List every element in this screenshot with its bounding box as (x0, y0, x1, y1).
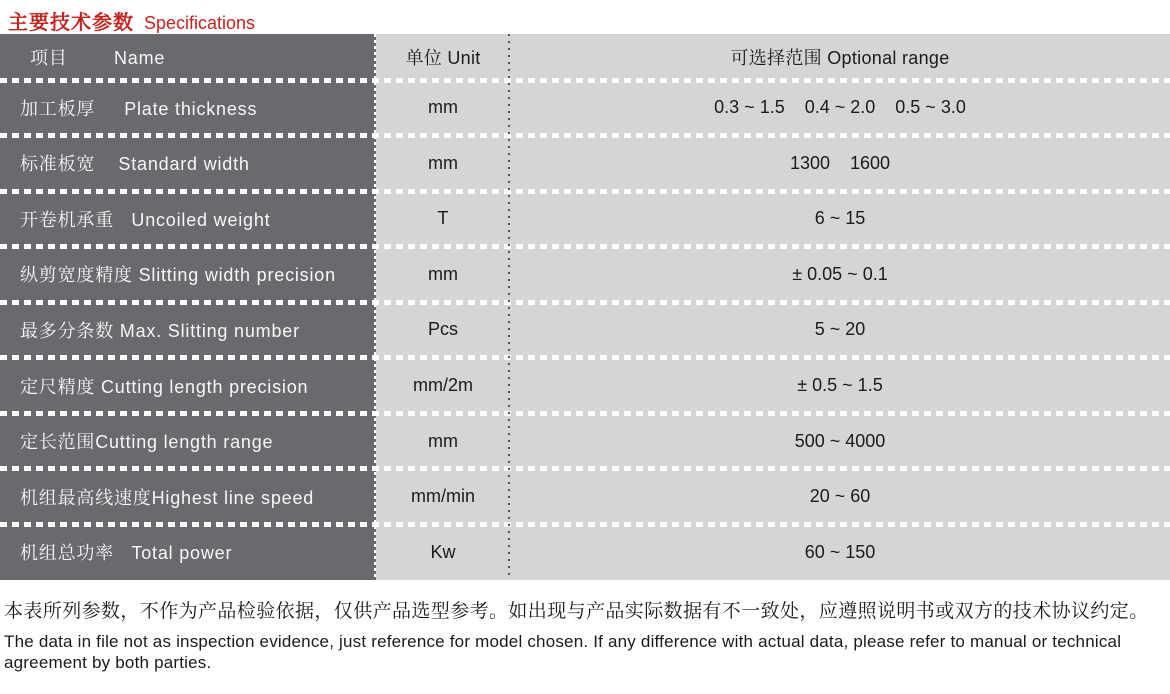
disclaimer-chinese: 本表所列参数，不作为产品检验依据，仅供产品选型参考。如出现与产品实际数据有不一致处，应遵照说明书或双方的技术协议约定。 (4, 601, 1149, 622)
disclaimer-english: The data in file not as inspection evidence, just reference for model chosen. If any difference with actual data, please refer to manual or technical agreement by both parties. (4, 632, 1122, 672)
row-range-slitting-width-precision: ± 0.05 ~ 0.1 (510, 247, 1170, 303)
row-unit-highest-line-speed: mm/min (376, 469, 510, 525)
row-label-max-slitting-number: 最多分条数 Max. Slitting number (0, 302, 376, 358)
row-unit-plate-thickness: mm (376, 80, 510, 136)
footer-notes (0, 580, 1170, 673)
row-label-total-power: 机组总功率 Total power (0, 524, 376, 580)
row-label-slitting-width-precision: 纵剪宽度精度 Slitting width precision (0, 247, 376, 303)
row-range-total-power: 60 ~ 150 (510, 524, 1170, 580)
row-label-standard-width: 标准板宽 Standard width (0, 136, 376, 192)
row-label-uncoiled-weight: 开卷机承重 Uncoiled weight (0, 191, 376, 247)
specifications-table (0, 34, 1170, 580)
row-unit-cutting-length-range: mm (376, 413, 510, 469)
page-title (0, 0, 1170, 34)
row-range-plate-thickness: 0.3 ~ 1.5 0.4 ~ 2.0 0.5 ~ 3.0 (510, 80, 1170, 136)
page-title-chinese: 主要技术参数 (8, 12, 134, 34)
row-range-standard-width: 1300 1600 (510, 136, 1170, 192)
row-unit-uncoiled-weight: T (376, 191, 510, 247)
header-cell-range: 可选择范围 Optional range (510, 34, 1170, 80)
row-range-uncoiled-weight: 6 ~ 15 (510, 191, 1170, 247)
header-cell-unit: 单位 Unit (376, 34, 510, 80)
row-unit-standard-width: mm (376, 136, 510, 192)
row-label-cutting-length-precision: 定尺精度 Cutting length precision (0, 358, 376, 414)
row-unit-max-slitting-number: Pcs (376, 302, 510, 358)
row-range-cutting-length-precision: ± 0.5 ~ 1.5 (510, 358, 1170, 414)
row-range-cutting-length-range: 500 ~ 4000 (510, 413, 1170, 469)
row-range-highest-line-speed: 20 ~ 60 (510, 469, 1170, 525)
row-label-highest-line-speed: 机组最高线速度Highest line speed (0, 469, 376, 525)
row-unit-cutting-length-precision: mm/2m (376, 358, 510, 414)
row-range-max-slitting-number: 5 ~ 20 (510, 302, 1170, 358)
header-cell-name: 项目 Name (0, 34, 376, 80)
row-label-plate-thickness: 加工板厚 Plate thickness (0, 80, 376, 136)
row-unit-total-power: Kw (376, 524, 510, 580)
row-label-cutting-length-range: 定长范围Cutting length range (0, 413, 376, 469)
row-unit-slitting-width-precision: mm (376, 247, 510, 303)
page-title-english: Specifications (144, 13, 256, 33)
